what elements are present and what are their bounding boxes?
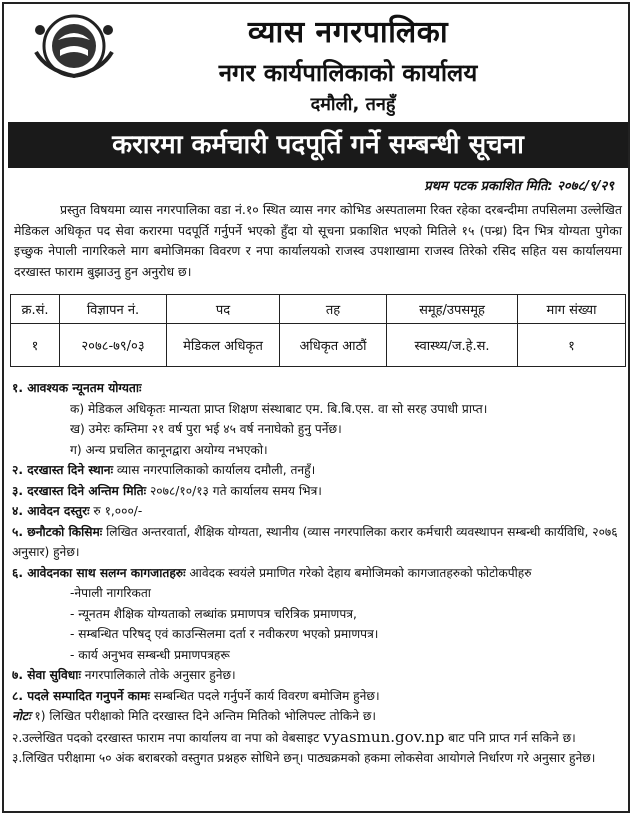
section-7-text: नगरपालिकाले तोके अनुसार हुनेछ। bbox=[84, 668, 236, 682]
section-6-heading: ६. आवेदनका साथ सलग्न कागजातहरुः bbox=[12, 565, 186, 580]
website-link[interactable]: vyasmun.gov.np bbox=[323, 727, 445, 746]
publication-date: प्रथम पटक प्रकाशित मिति: २०७८/९/२९ bbox=[424, 179, 614, 194]
section-8-heading: ८. पदले सम्पादित गनुपर्ने कामः bbox=[12, 688, 150, 703]
note-1 bbox=[12, 706, 626, 727]
section-6 bbox=[12, 563, 626, 584]
office-name: नगर कार्यपालिकाको कार्यालय bbox=[218, 59, 478, 87]
section-1-heading: १. आवश्यक न्यूनतम योग्यताः bbox=[12, 381, 142, 395]
letterhead bbox=[4, 4, 632, 122]
table-header-row bbox=[11, 295, 626, 324]
section-3 bbox=[12, 481, 626, 502]
table-cell: मेडिकल अधिकृत bbox=[167, 324, 280, 367]
table-cell: १ bbox=[518, 324, 626, 367]
table-header: विज्ञापन नं. bbox=[60, 295, 167, 324]
section-4-heading: ४. आवेदन दस्तुरः bbox=[12, 504, 90, 518]
table-header: तह bbox=[280, 295, 387, 324]
table-cell: २०७८-७९/०३ bbox=[60, 324, 167, 367]
qualification-item: ख) उमेरः कम्तिमा २१ वर्ष पुरा भई ४५ वर्ष ननाघेको हुनु पर्नेछ। bbox=[70, 422, 342, 436]
notice-title-banner: करारमा कर्मचारी पदपूर्ति गर्ने सम्बन्धी सूचना bbox=[8, 122, 628, 168]
table-row bbox=[11, 324, 626, 367]
section-2-text: व्यास नगरपालिकाको कार्यालय दमौली, तनहुँ। bbox=[116, 463, 316, 477]
table-cell: स्वास्थ्य/ज.हे.स. bbox=[387, 324, 518, 367]
note-heading: नोटः bbox=[12, 709, 31, 723]
section-6-text: आवेदक स्वयंले प्रमाणित गरेको देहाय बमोजिमको कागजातहरुको फोटोकपीहरु bbox=[189, 565, 532, 580]
section-3-heading: ३. दरखास्त दिने अन्तिम मितिः bbox=[12, 483, 147, 498]
office-address: दमौली, तनहुँ bbox=[310, 94, 396, 115]
section-3-text: २०७८/१०/१३ गते कार्यालय समय भित्र। bbox=[149, 483, 322, 498]
section-8-text: सम्बन्धित पदले गर्नुपर्ने कार्य विवरण बमोजिम हुनेछ। bbox=[153, 688, 380, 703]
document-item: -नेपाली नागरिकता bbox=[70, 586, 151, 600]
notice-frame bbox=[2, 2, 630, 813]
section-5-heading: ५. छनौटको किसिमः bbox=[12, 524, 103, 539]
section-7-heading: ७. सेवा सुविधाः bbox=[12, 668, 81, 682]
table-header: समूह/उपसमूह bbox=[387, 295, 518, 324]
section-8 bbox=[12, 686, 626, 707]
note-3: ३.लिखित परीक्षामा ५० अंक बराबरको वस्तुगत प्रश्नहरु सोधिने छन्। पाठ्यक्रमको हकमा लोकसेवा आयोगले निर्धारण गरे अनुसार हुनेछ। bbox=[12, 751, 596, 765]
table-cell: अधिकृत आठौं bbox=[280, 324, 387, 367]
table-header: क्र.सं. bbox=[11, 295, 60, 324]
vacancy-table bbox=[10, 294, 626, 367]
section-2-heading: २. दरखास्त दिने स्थानः bbox=[12, 463, 114, 477]
qualification-item: ग) अन्य प्रचलित कानूनद्वारा अयोग्य नभएको। bbox=[70, 442, 268, 457]
table-cell: १ bbox=[11, 324, 60, 367]
section-7 bbox=[12, 665, 626, 686]
org-name: व्यास नगरपालिका bbox=[247, 15, 449, 50]
table-header: पद bbox=[167, 295, 280, 324]
section-2 bbox=[12, 460, 626, 481]
section-5-text: लिखित अन्तरवार्ता, शैक्षिक योग्यता, स्थानीय (व्यास नगरपालिका करार कर्मचारी व्यवस्थापन सम्बन्धी कार्यविधि, २०७६ अनुसार) हुनेछ। bbox=[12, 524, 618, 559]
qualification-item: क) मेडिकल अधिकृतः मान्यता प्राप्त शिक्षण संस्थाबाट एम. बि.बि.एस. वा सो सरह उपाधी प्राप्त। bbox=[70, 401, 488, 416]
document-item: - कार्य अनुभव सम्बन्धी प्रमाणपत्रहरू bbox=[70, 647, 230, 662]
section-5 bbox=[12, 522, 626, 563]
note-2 bbox=[12, 727, 626, 749]
document-item: - सम्बन्धित परिषद् एवं काउन्सिलमा दर्ता र नवीकरण भएको प्रमाणपत्र। bbox=[70, 627, 379, 641]
table-header: माग संख्या bbox=[518, 295, 626, 324]
intro-paragraph: प्रस्तुत विषयमा व्यास नगरपालिका वडा नं.१० स्थित व्यास नगर कोभिड अस्पतालमा रिक्त रहेका दरबन्दीमा तपसिलमा उल्लेखित मेडिकल अधिकृत पद सेवा करारमा पदपूर्ति गर्नुपर्ने भएको हुँदा यो सूचना प्रकाशित भएको मितिले १५ (पन्ध्र) दिन भित्र योग्यता पुगेका इच्छुक नेपाली नागरिकले माग बमोजिमका विवरण र नपा कार्यालयको राजस्व उपशाखामा राजस्व तिरेको रसिद सहित यस कार्यालयमा दरखास्त फाराम बुझाउनु हुन अनुरोध छ। bbox=[14, 202, 622, 279]
note-2-text: २.उल्लेखित पदको दरखास्त फाराम नपा कार्यालय वा नपा को वेबसाइट bbox=[12, 730, 320, 745]
notice-body bbox=[12, 378, 626, 769]
document-item: - न्यूनतम शैक्षिक योग्यताको लब्धांक प्रमाणपत्र चरित्रिक प्रमाणपत्र, bbox=[70, 606, 357, 621]
note-2-text-end: बाट पनि प्राप्त गर्न सकिने छ। bbox=[448, 730, 576, 745]
section-4 bbox=[12, 501, 626, 522]
section-4-text: रु १,०००/- bbox=[93, 504, 143, 518]
note-1-text: १) लिखित परीक्षाको मिति दरखास्त दिने अन्तिम मितिको भोलिपल्ट तोकिने छ। bbox=[34, 709, 377, 723]
